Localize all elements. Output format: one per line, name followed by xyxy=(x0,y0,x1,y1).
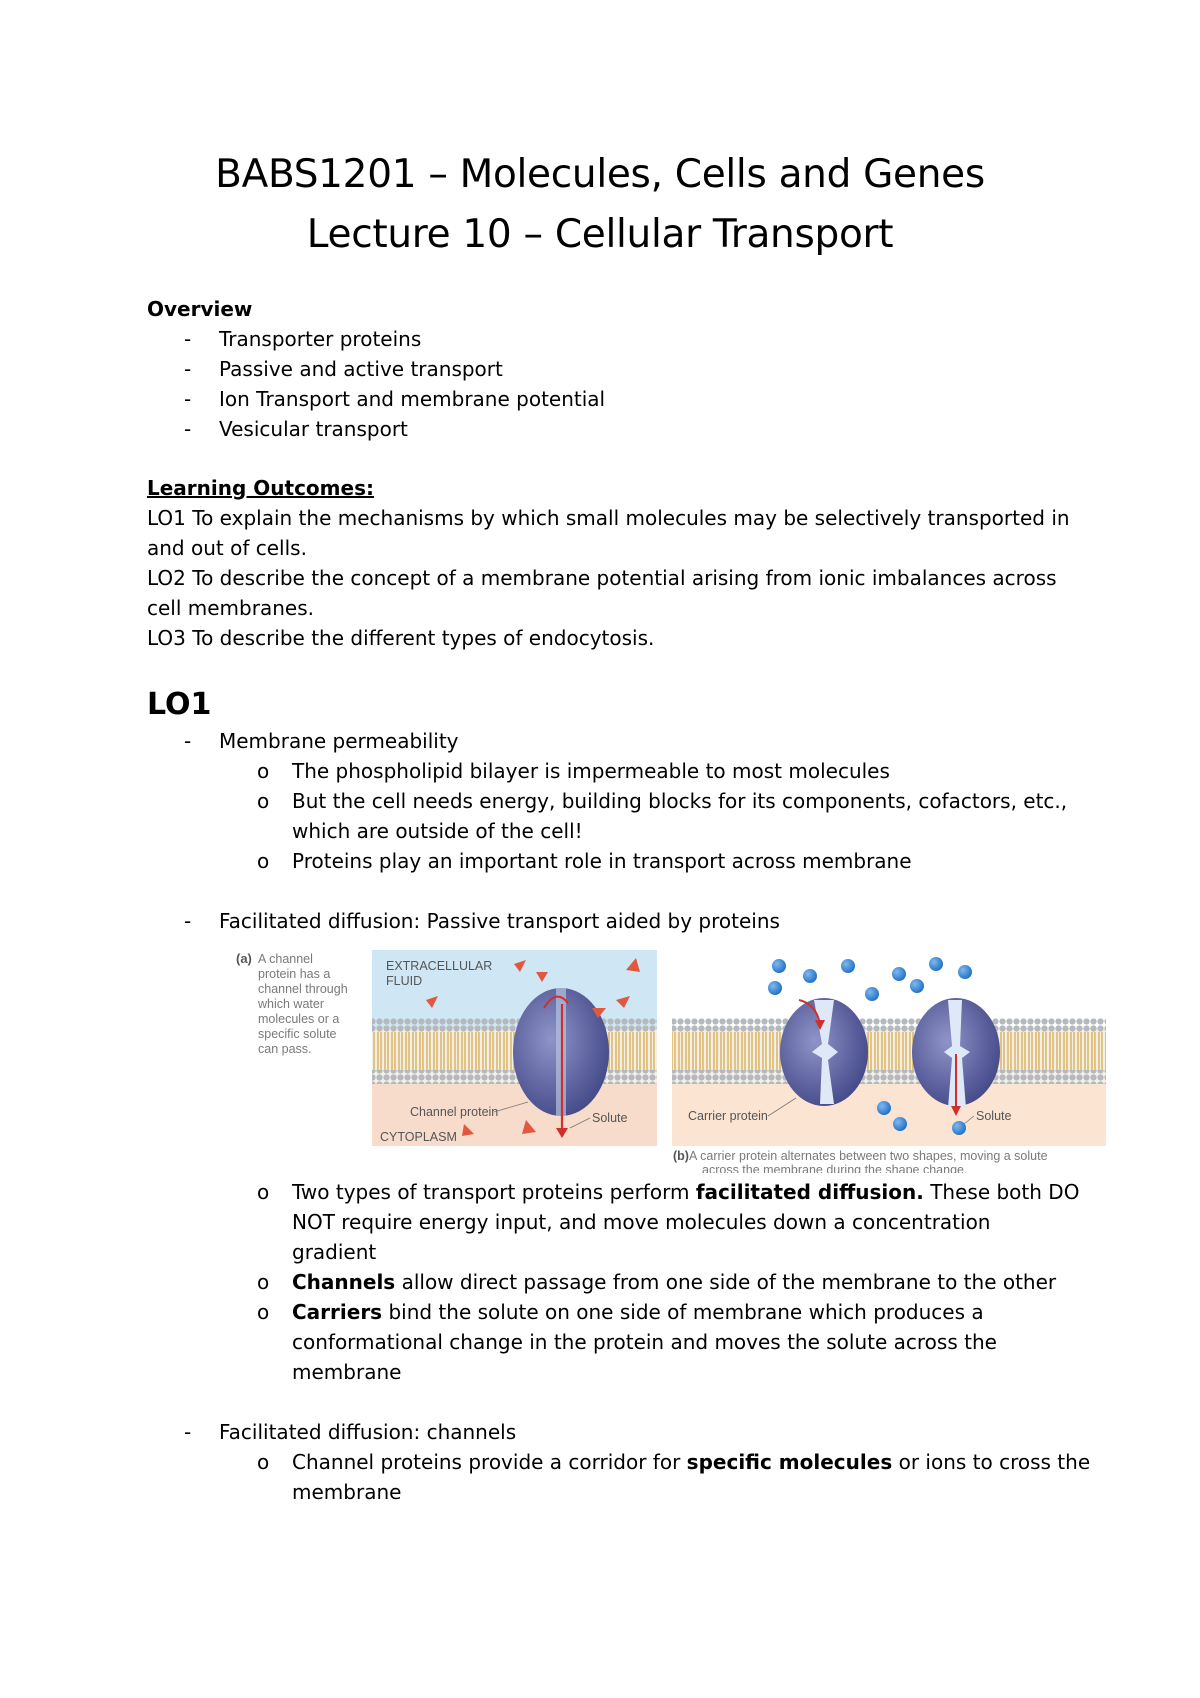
fd-text: These both DO xyxy=(923,1180,1080,1204)
bullet-dash: - xyxy=(184,327,192,351)
caption-a-line: molecules or a xyxy=(258,1012,340,1026)
ch-text: Channel proteins provide a corridor for xyxy=(292,1450,687,1474)
caption-a-label: (a) xyxy=(236,951,252,966)
overview-item: Vesicular transport xyxy=(219,417,408,441)
bullet-dash: - xyxy=(184,1420,192,1444)
bullet-circle: o xyxy=(257,1300,270,1324)
panel-a-channel xyxy=(372,950,657,1146)
lo-line: LO3 To describe the different types of endocytosis. xyxy=(147,626,655,650)
channel-point-cont: membrane xyxy=(292,1480,402,1504)
fd-text: allow direct passage from one side of the membrane to the other xyxy=(395,1270,1057,1294)
learning-outcomes-heading: Learning Outcomes: xyxy=(147,476,374,500)
fd-point-3-cont: conformational change in the protein and moves the solute across the xyxy=(292,1330,997,1354)
fd-point-1 xyxy=(292,1182,1079,1202)
bullet-dash: - xyxy=(184,417,192,441)
bullet-dash: - xyxy=(184,909,192,933)
label-channel-protein: Channel protein xyxy=(410,1105,499,1119)
caption-b-label: (b) xyxy=(673,1149,689,1163)
ch-text: or ions to cross the xyxy=(892,1450,1091,1474)
channel-point xyxy=(292,1452,1090,1472)
fd-text: bind the solute on one side of membrane which produces a xyxy=(382,1300,984,1324)
fd-point-1-cont: NOT require energy input, and move molecules down a concentration xyxy=(292,1210,991,1234)
label-extracellular: EXTRACELLULAR xyxy=(386,959,493,973)
overview-item: Transporter proteins xyxy=(219,327,422,351)
bullet-circle: o xyxy=(257,1270,270,1294)
overview-heading: Overview xyxy=(147,297,253,321)
mp-point: Proteins play an important role in transport across membrane xyxy=(292,849,912,873)
label-cytoplasm: CYTOPLASM xyxy=(380,1130,457,1144)
bullet-circle: o xyxy=(257,1180,270,1204)
fd-point-1-cont: gradient xyxy=(292,1240,377,1264)
caption-a-line: which water xyxy=(258,997,324,1011)
fd-text: Two types of transport proteins perform xyxy=(292,1180,696,1204)
fd-point-2 xyxy=(292,1272,1056,1292)
lo-line: and out of cells. xyxy=(147,536,307,560)
fd-bold-text: facilitated diffusion. xyxy=(695,1180,924,1204)
label-solute-a: Solute xyxy=(592,1111,628,1125)
bullet-circle: o xyxy=(257,849,270,873)
caption-a-line: protein has a xyxy=(258,967,331,981)
panel-b-carrier xyxy=(672,950,1106,1148)
lo-line: LO2 To describe the concept of a membrane potential arising from ionic imbalances across xyxy=(147,566,1057,590)
ch-bold-text: specific molecules xyxy=(686,1450,893,1474)
label-carrier-protein: Carrier protein xyxy=(688,1109,768,1123)
bullet-dash: - xyxy=(184,729,192,753)
caption-b-line: A carrier protein alternates between two shapes, moving a solute xyxy=(689,1149,1048,1163)
bullet-circle: o xyxy=(257,789,270,813)
caption-a-line: A channel xyxy=(258,952,313,966)
fd-point-3-cont: membrane xyxy=(292,1360,402,1384)
facilitated-diffusion-heading: Facilitated diffusion: Passive transport aided by proteins xyxy=(219,909,780,933)
fd-bold-text: Carriers xyxy=(292,1300,383,1324)
bullet-dash: - xyxy=(184,357,192,381)
fd-bold-text: Channels xyxy=(292,1270,396,1294)
overview-item: Passive and active transport xyxy=(219,357,503,381)
figure-svg xyxy=(236,948,1106,1173)
mp-point: But the cell needs energy, building blocks for its components, cofactors, etc., xyxy=(292,789,1068,813)
caption-b-line: across the membrane during the shape change. xyxy=(702,1163,968,1173)
caption-a-line: specific solute xyxy=(258,1027,337,1041)
transport-protein-figure xyxy=(236,948,1106,1177)
bullet-circle: o xyxy=(257,1450,270,1474)
label-solute-b: Solute xyxy=(976,1109,1012,1123)
lo-line: LO1 To explain the mechanisms by which small molecules may be selectively transported in xyxy=(147,506,1070,530)
fd-point-3 xyxy=(292,1302,984,1322)
channels-heading: Facilitated diffusion: channels xyxy=(219,1420,517,1444)
caption-a-line: can pass. xyxy=(258,1042,312,1056)
bullet-circle: o xyxy=(257,759,270,783)
lo1-heading: LO1 xyxy=(147,687,212,722)
caption-a-line: channel through xyxy=(258,982,348,996)
lo-line: cell membranes. xyxy=(147,596,314,620)
lecture-title: Lecture 10 – Cellular Transport xyxy=(306,212,894,257)
mp-point: The phospholipid bilayer is impermeable to most molecules xyxy=(292,759,890,783)
label-fluid: FLUID xyxy=(386,974,423,988)
course-title: BABS1201 – Molecules, Cells and Genes xyxy=(215,152,985,197)
overview-item: Ion Transport and membrane potential xyxy=(219,387,606,411)
membrane-permeability: Membrane permeability xyxy=(219,729,459,753)
bullet-dash: - xyxy=(184,387,192,411)
mp-point-cont: which are outside of the cell! xyxy=(292,819,583,843)
